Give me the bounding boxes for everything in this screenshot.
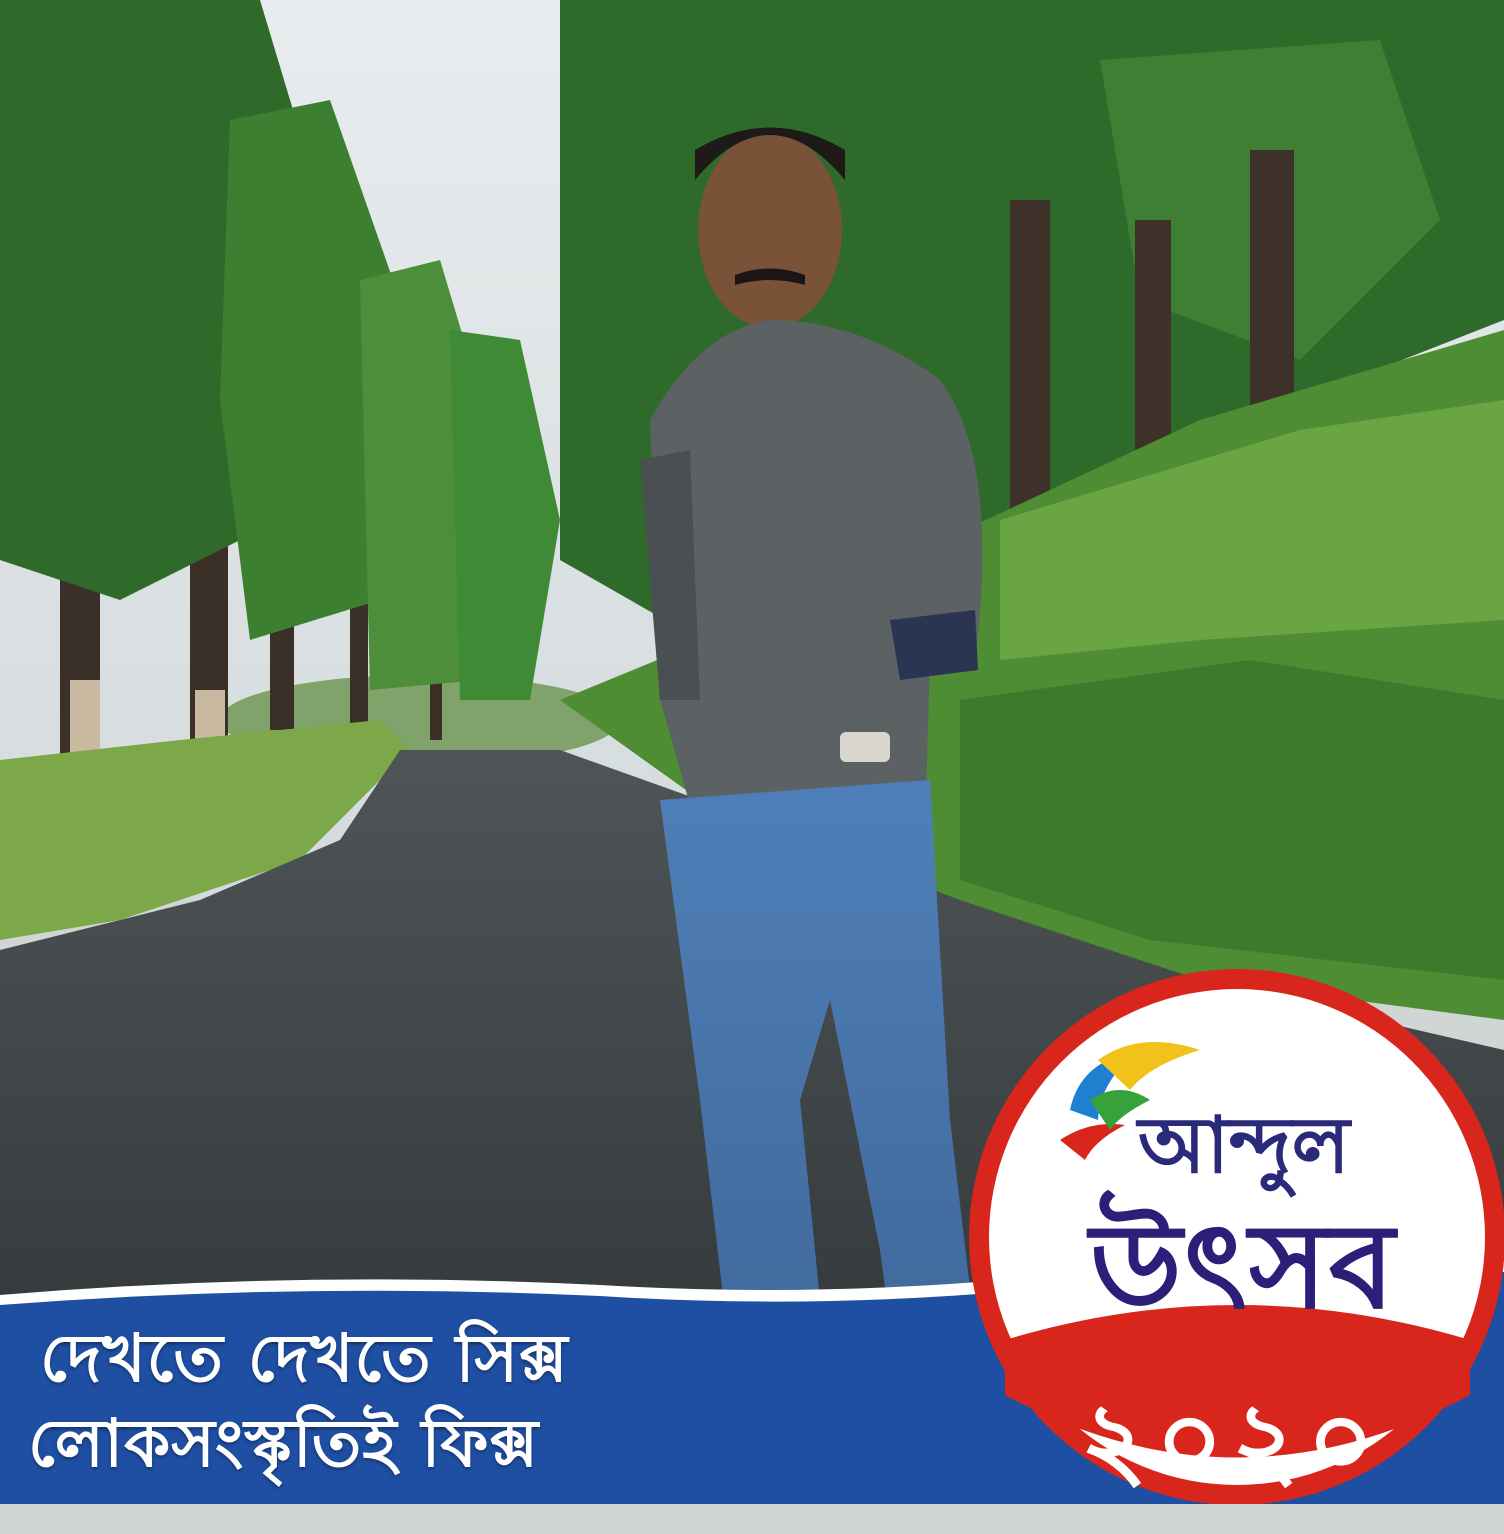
caption-line-1: দেখতে দেখতে সিক্স — [40, 1320, 569, 1397]
badge-year: ২০২০ — [1080, 1379, 1383, 1501]
badge-name: আন্দুল — [1138, 1101, 1350, 1191]
badge-title: উৎসব — [1090, 1196, 1397, 1335]
caption-line-2: লোকসংস্কৃতিই ফিক্স — [28, 1405, 540, 1482]
